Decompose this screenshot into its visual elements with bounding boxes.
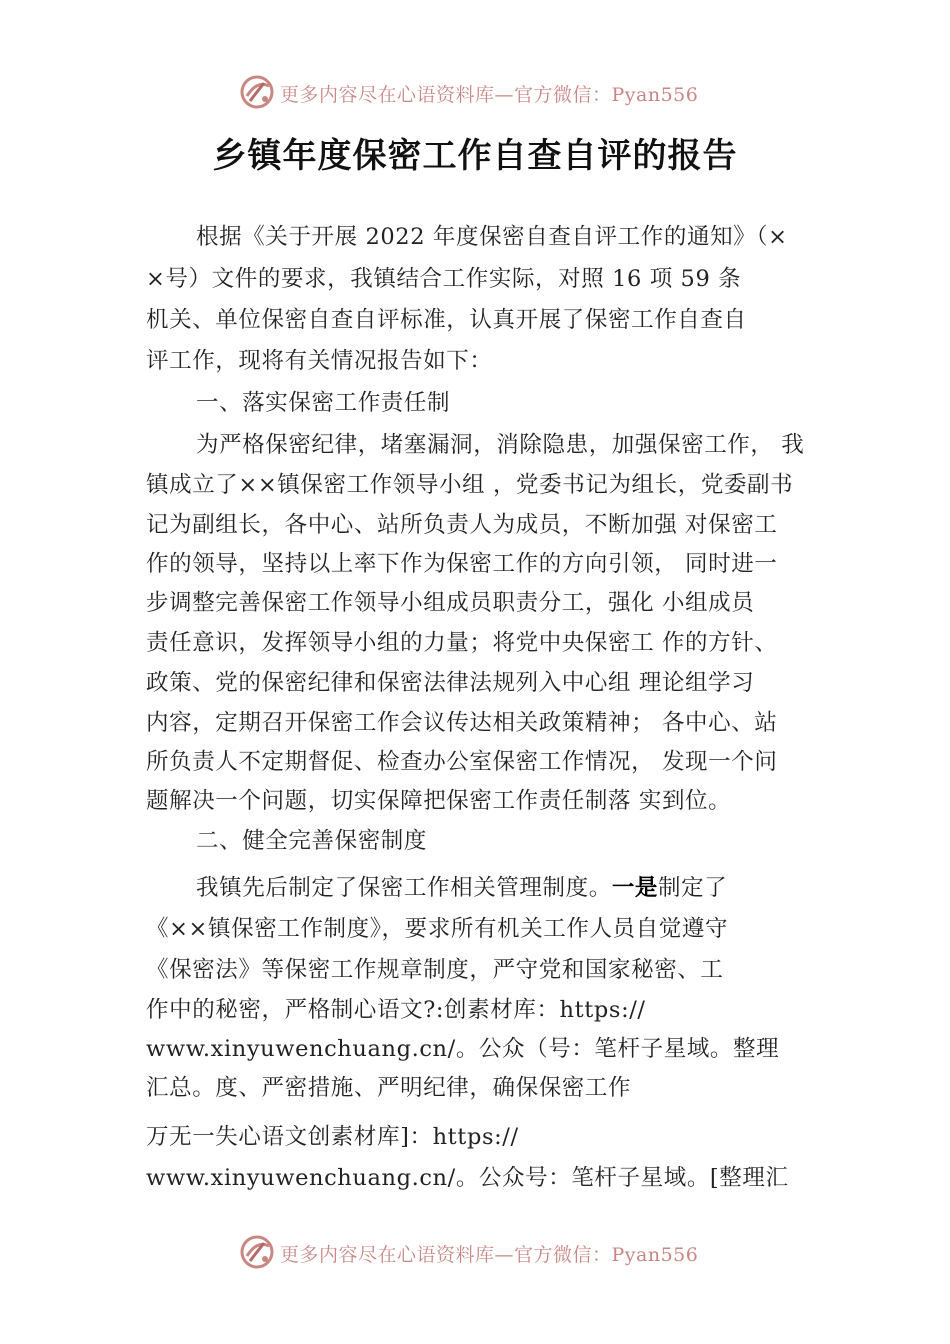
body-line: 评工作，现将有关情况报告如下：	[146, 348, 493, 374]
body-line: 《保密法》等保密工作规章制度，严守党和国家秘密、工	[146, 957, 724, 983]
section-heading-2: 二、健全完善保密制度	[196, 828, 428, 854]
section-heading-1: 一、落实保密工作责任制	[196, 390, 451, 416]
body-line: 为严格保密纪律，堵塞漏洞，消除隐患，加强保密工作， 我	[196, 432, 805, 458]
text-run: 制定了	[658, 875, 728, 901]
footer-banner	[0, 1232, 950, 1272]
body-line: 机关、单位保密自查自评标准，认真开展了保密工作自查自	[146, 307, 747, 333]
header-banner	[0, 72, 950, 112]
body-line: www.xinyuwenchuang.cn/。公众（号：笔杆子星域。整理	[146, 1036, 780, 1062]
logo-icon	[238, 74, 276, 110]
body-line: 所负责人不定期督促、检查办公室保密工作情况， 发现一个问	[146, 749, 778, 775]
body-line: 内容，定期召开保密工作会议传达相关政策精神； 各中心、站	[146, 710, 778, 736]
body-line: ×号）文件的要求，我镇结合工作实际，对照 16 项 59 条	[146, 266, 742, 292]
body-line: 记为副组长，各中心、站所负责人为成员，不断加强 对保密工	[146, 512, 778, 538]
body-line: 作的领导，坚持以上率下作为保密工作的方向引领， 同时进一	[146, 551, 778, 577]
footer-banner-text: 更多内容尽在心语资料库—官方微信：Pyan556	[280, 1244, 699, 1266]
body-line: 政策、党的保密纪律和保密法律法规列入中心组 理论组学习	[146, 670, 755, 696]
body-line: 镇成立了××镇保密工作领导小组 ，党委书记为组长，党委副书	[146, 472, 794, 498]
header-banner-text: 更多内容尽在心语资料库—官方微信：Pyan556	[280, 84, 699, 106]
body-line-mixed	[196, 873, 836, 903]
body-line: www.xinyuwenchuang.cn/。公众号：笔杆子星域。[整理汇	[146, 1165, 789, 1191]
bold-marker: 一是	[611, 875, 659, 901]
document-title: 乡镇年度保密工作自查自评的报告	[212, 136, 738, 176]
text-run: 我镇先后制定了保密工作相关管理制度。	[196, 875, 612, 901]
body-line: 汇总。度、严密措施、严明纪律，确保保密工作	[146, 1075, 632, 1101]
body-line: 作中的秘密，严格制心语文?:创素材库：https://	[146, 997, 646, 1023]
logo-icon	[238, 1234, 276, 1270]
body-line: 责任意识，发挥领导小组的力量；将党中央保密工 作的方针、	[146, 630, 778, 656]
body-line: 题解决一个问题，切实保障把保密工作责任制落 实到位。	[146, 788, 732, 814]
body-line: 根据《关于开展 2022 年度保密自查自评工作的通知》（×	[196, 224, 788, 250]
body-line: 步调整完善保密工作领导小组成员职责分工，强化 小组成员	[146, 590, 755, 616]
body-line: 万无一失心语文创素材库]：https://	[146, 1124, 519, 1150]
body-line: 《××镇保密工作制度》，要求所有机关工作人员自觉遵守	[146, 916, 729, 942]
